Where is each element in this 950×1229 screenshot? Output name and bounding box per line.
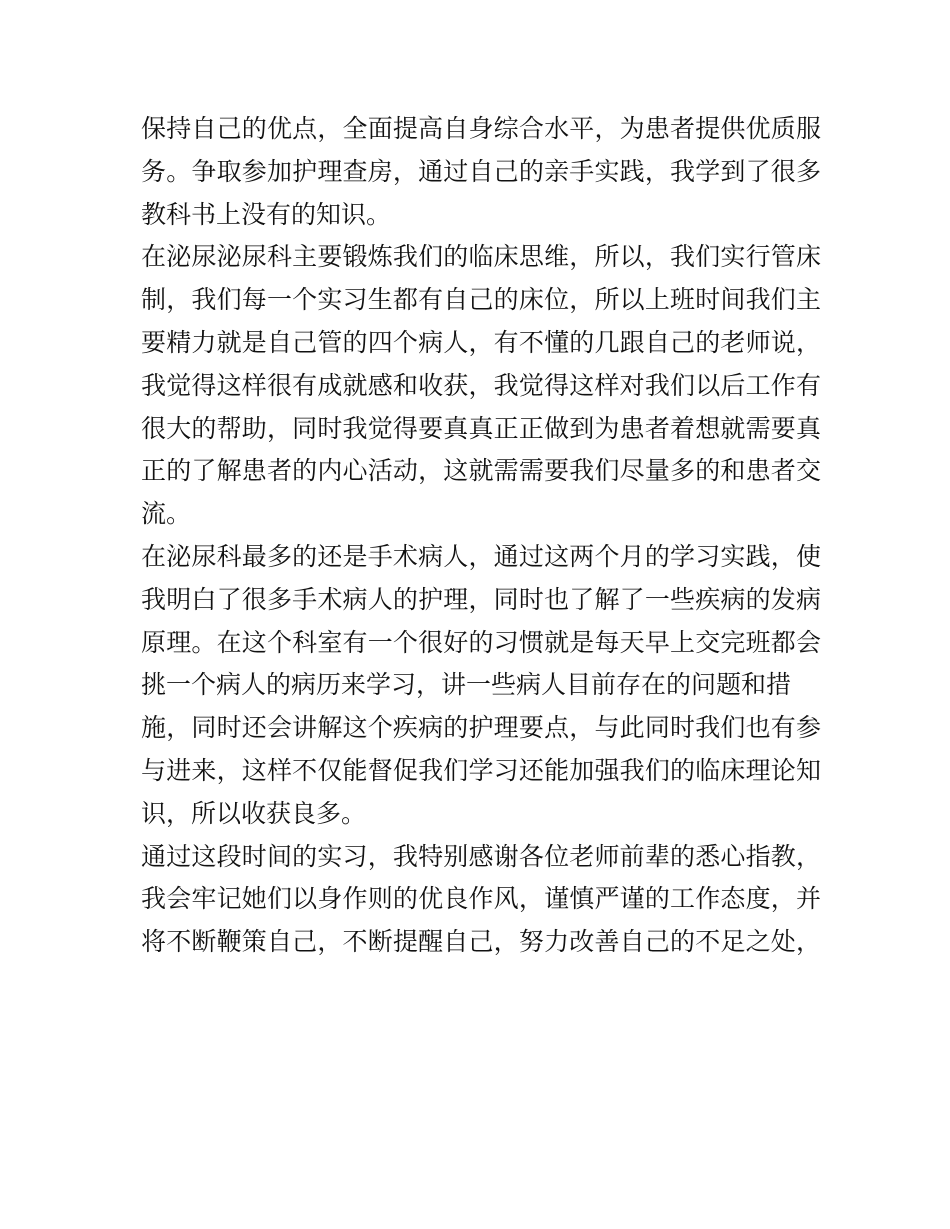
text-line: 通过这段时间的实习，我特别感谢各位老师前辈的悉心指教， xyxy=(141,841,821,871)
text-line: 原理。在这个科室有一个很好的习惯就是每天早上交完班都会 xyxy=(141,627,821,657)
text-line: 我明白了很多手术病人的护理，同时也了解了一些疾病的发病 xyxy=(141,584,821,614)
text-line: 很大的帮助，同时我觉得要真真正正做到为患者着想就需要真 xyxy=(141,413,821,443)
text-line: 保持自己的优点，全面提高自身综合水平，为患者提供优质服 xyxy=(141,114,821,143)
text-line: 正的了解患者的内心活动，这就需需要我们尽量多的和患者交 xyxy=(141,456,821,486)
text-line: 挑一个病人的病历来学习，讲一些病人目前存在的问题和措 xyxy=(141,670,792,700)
text-line: 施，同时还会讲解这个疾病的护理要点，与此同时我们也有参 xyxy=(141,713,821,743)
text-line: 要精力就是自己管的四个病人，有不懂的几跟自己的老师说， xyxy=(141,327,821,357)
text-line: 我会牢记她们以身作则的优良作风，谨慎严谨的工作态度，并 xyxy=(141,884,821,914)
text-line: 在泌尿泌尿科主要锻炼我们的临床思维，所以，我们实行管床 xyxy=(141,242,821,272)
paragraph xyxy=(141,236,821,536)
paragraph xyxy=(141,836,821,964)
paragraph xyxy=(141,108,821,236)
text-line: 将不断鞭策自己，不断提醒自己，努力改善自己的不足之处， xyxy=(141,927,821,957)
text-line: 务。争取参加护理查房，通过自己的亲手实践，我学到了很多 xyxy=(141,156,821,186)
document-body xyxy=(141,108,821,964)
text-line: 在泌尿科最多的还是手术病人，通过这两个月的学习实践，使 xyxy=(141,541,821,571)
text-line: 与进来，这样不仅能督促我们学习还能加强我们的临床理论知 xyxy=(141,755,821,785)
text-line: 教科书上没有的知识。 xyxy=(141,199,392,229)
paragraph xyxy=(141,536,821,836)
text-line: 制，我们每一个实习生都有自己的床位，所以上班时间我们主 xyxy=(141,285,821,315)
text-line: 我觉得这样很有成就感和收获，我觉得这样对我们以后工作有 xyxy=(141,370,821,400)
text-line: 流。 xyxy=(141,499,192,529)
text-line: 识，所以收获良多。 xyxy=(141,798,367,828)
